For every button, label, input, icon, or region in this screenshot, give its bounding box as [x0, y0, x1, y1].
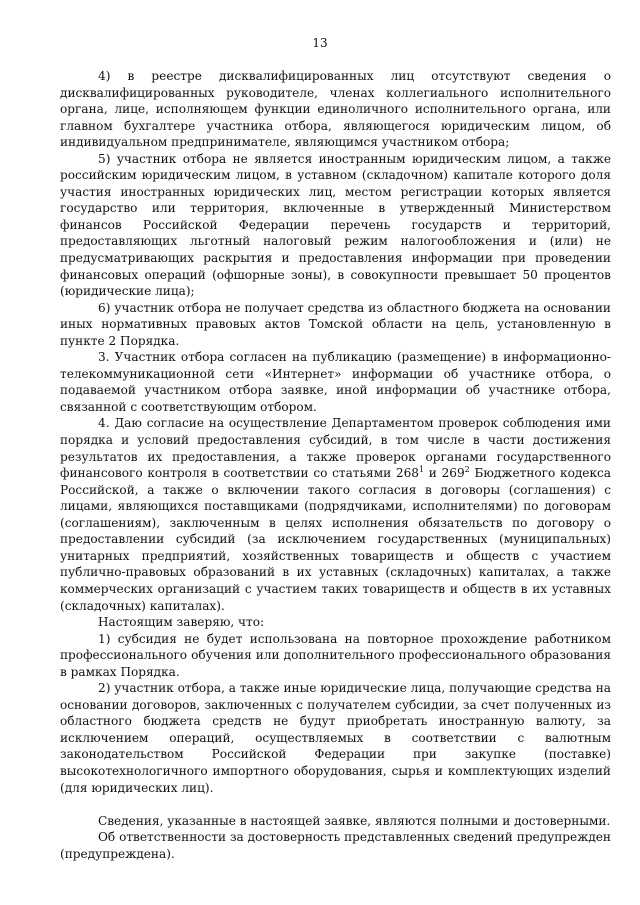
declaration-item-subsidy-use: 1) субсидия не будет использована на повторное прохождение работником профессионального обучения или дополнительного профессионального образования в рамках Порядка. — [60, 631, 611, 679]
spacer — [60, 796, 611, 813]
audit-consent-text-3: Бюджетного кодекса Российской, а также о включении такого согласия в договоры (соглашения) с лицами, являющихся поставщиками (подрядчиками, исполнителями) по договорам (соглашениям), заключенным в целях исполнения обязательств по договору о предоставлении субсидий (за исключением государственных (муниципальных) унитарных предприятий, хозяйственных товариществ и обществ с участием публично-правовых образований в их уставных (складочных) капиталах, а также коммерческих организаций с участием таких товариществ и обществ в их уставных (складочных) капиталах). — [60, 466, 611, 613]
paragraph-publication-consent: 3. Участник отбора согласен на публикацию (размещение) в информационно-телекоммуникационной сети «Интернет» информации об участнике отбора, о подаваемой участником отбора заявке, иной информации об участнике отбора, связанной с соответствующим отбором. — [60, 350, 611, 414]
article-269-superscript: 2 — [464, 465, 470, 475]
paragraph-regional-budget: 6) участник отбора не получает средства из областного бюджета на основании иных нормативных правовых актов Томской области на цель, установленную в пункте 2 Порядка. — [60, 300, 611, 348]
audit-consent-text-2: и 269 — [424, 466, 465, 481]
paragraph-foreign-entity: 5) участник отбора не является иностранным юридическим лицом, а также российским юридическим лицом, в уставном (складочном) капитале которого доля участия иностранных юридических лиц, местом регистрации которых является государство или территория, включенные в утвержденный Министерством финансов Российской Федерации перечень государств и территорий, предоставляющих льготный налоговый режим налогообложения и (или) не предусматривающих раскрытия и предоставления информации при проведении финансовых операций (офшорные зоны), в совокупности превышает 50 процентов (юридические лица); — [60, 151, 611, 299]
closing-responsibility: Об ответственности за достоверность представленных сведений предупрежден (предупреждена). — [60, 830, 611, 861]
closing-completeness: Сведения, указанные в настоящей заявке, являются полными и достоверными. — [98, 813, 611, 828]
page-number: 13 — [312, 36, 328, 50]
article-268-superscript: 1 — [418, 465, 425, 475]
declaration-intro: Настоящим заверяю, что: — [98, 615, 265, 630]
paragraph-disqualified-persons: 4) в реестре дисквалифицированных лиц отсутствуют сведения о дисквалифицированных руководителе, членах коллегиального исполнительного органа, лице, исполняющем функции единоличного исполнительного органа, или главном бухгалтере участника отбора, являющегося юридическим лицом, об индивидуальном предпринимателе, являющимся участником отбора; — [60, 69, 611, 150]
audit-consent-text-1: 4. Даю согласие на осуществление Департаментом проверок соблюдения ими порядка и условий предоставления субсидий, в том числе в части достижения результатов их предоставления, а также проверок органами государственного финансового контроля в соответствии со статьями 268 — [60, 416, 611, 481]
paragraph-audit-consent — [60, 415, 611, 614]
document-body — [60, 68, 611, 862]
declaration-item-foreign-currency: 2) участник отбора, а также иные юридические лица, получающие средства на основании договоров, заключенных с получателем субсидии, за счет полученных из областного бюджета средств не будут приобретать иностранную валюту, за исключением операций, осуществляемых в соответствии с валютным законодательством Российской Федерации при закупке (поставке) высокотехнологичного импортного оборудования, сырья и комплектующих изделий (для юридических лиц). — [60, 681, 611, 795]
